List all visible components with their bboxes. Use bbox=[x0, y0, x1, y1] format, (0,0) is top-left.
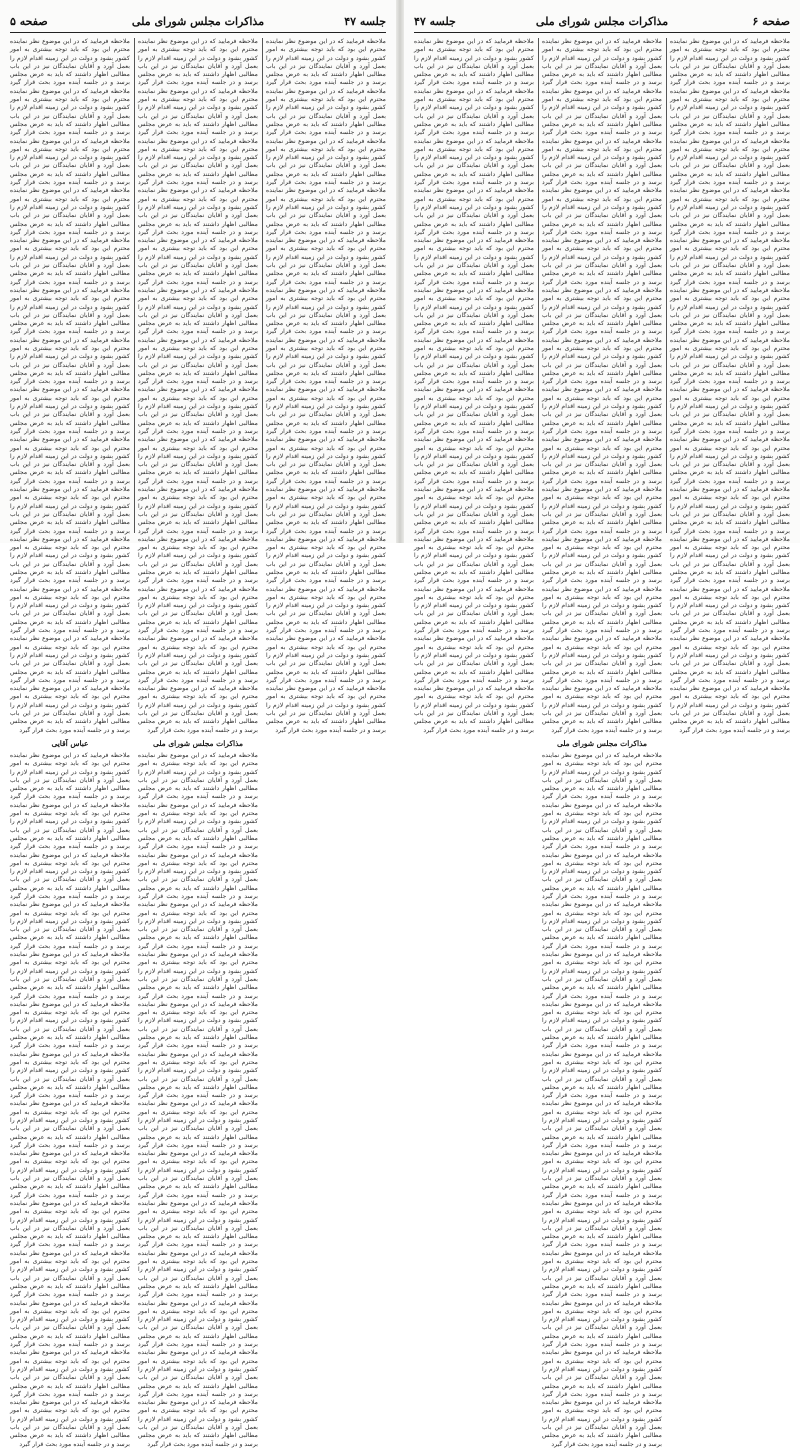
section-subheading: مذاکرات مجلس شورای ملی bbox=[152, 738, 244, 748]
text-column bbox=[138, 38, 258, 1448]
column-rule bbox=[134, 38, 135, 533]
left-page-number: صفحه ۵ bbox=[10, 15, 48, 28]
text-column bbox=[414, 38, 534, 734]
paragraph-text: ملاحظه فرمایید که در این موضوع نظر نماینده محترم این بود که باید توجه بیشتری به امور کشور بشود و دولت در این زمینه اقدام لازم را بعمل آورد و آقایان نمایندگان نیز در این باب مطالبی اظهار داشتند که باید به عرض مجلس برسد و در جلسه آینده مورد بحث قرار گیرد ملاحظه فرمایید که در این موضوع نظر نماینده محترم این بود که باید توجه بیشتری به امور کشور بشود و دولت در این زمینه اقدام لازم را بعمل آورد و آقایان نمایندگان نیز در این باب مطالبی اظهار داشتند که باید به عرض مجلس برسد و در جلسه آینده مورد بحث قرار گیرد ملاحظه فرمایید که در این موضوع نظر نماینده محترم این بود که باید توجه بیشتری به امور کشور بشود و دولت در این زمینه اقدام لازم را بعمل آورد و آقایان نمایندگان نیز در این باب مطالبی اظهار داشتند که باید به عرض مجلس برسد و در جلسه آینده مورد بحث قرار گیرد ملاحظه فرمایید که در این موضوع نظر نماینده محترم این بود که باید توجه بیشتری به امور کشور بشود و دولت در این زمینه اقدام لازم را بعمل آورد و آقایان نمایندگان نیز در این باب مطالبی اظهار داشتند که باید به عرض مجلس برسد و در جلسه آینده مورد بحث قرار گیرد ملاحظه فرمایید که در این موضوع نظر نماینده محترم این بود که باید توجه بیشتری به امور کشور بشود و دولت در این زمینه اقدام لازم را بعمل آورد و آقایان نمایندگان نیز در این باب مطالبی اظهار داشتند که باید به عرض مجلس برسد و در جلسه آینده مورد بحث قرار گیرد ملاحظه فرمایید که در این موضوع نظر نماینده محترم این بود که باید توجه بیشتری به امور کشور بشود و دولت در این زمینه اقدام لازم را بعمل آورد و آقایان نمایندگان نیز در این باب مطالبی اظهار داشتند که باید به عرض مجلس برسد و در جلسه آینده مورد بحث قرار گیرد ملاحظه فرمایید که در این موضوع نظر نماینده محترم این بود که باید توجه بیشتری به امور کشور بشود و دولت در این زمینه اقدام لازم را بعمل آورد و آقایان نمایندگان نیز در این باب مطالبی اظهار داشتند که باید به عرض مجلس برسد و در جلسه آینده مورد بحث قرار گیرد ملاحظه فرمایید که در این موضوع نظر نماینده محترم این بود که باید توجه بیشتری به امور کشور بشود و دولت در این زمینه اقدام لازم را بعمل آورد و آقایان نمایندگان نیز در این باب مطالبی اظهار داشتند که باید به عرض مجلس برسد و در جلسه آینده مورد بحث قرار گیرد ملاحظه فرمایید که در این موضوع نظر نماینده محترم این بود که باید توجه بیشتری به امور کشور بشود و دولت در این زمینه اقدام لازم را بعمل آورد و آقایان نمایندگان نیز در این باب مطالبی اظهار داشتند که باید به عرض مجلس برسد و در جلسه آینده مورد بحث قرار گیرد ملاحظه فرمایید که در این موضوع نظر نماینده محترم این بود که باید توجه بیشتری به امور کشور بشود و دولت در این زمینه اقدام لازم را بعمل آورد و آقایان نمایندگان نیز در این باب مطالبی اظهار داشتند که باید به عرض مجلس برسد و در جلسه آینده مورد بحث قرار گیرد ملاحظه فرمایید که در این موضوع نظر نماینده محترم این بود که باید توجه بیشتری به امور کشور بشود و دولت در این زمینه اقدام لازم را بعمل آورد و آقایان نمایندگان نیز در این باب مطالبی اظهار داشتند که باید به عرض مجلس برسد و در جلسه آینده مورد بحث قرار گیرد ملاحظه فرمایید که در این موضوع نظر نماینده محترم این بود که باید توجه بیشتری به امور کشور بشود و دولت در این زمینه اقدام لازم را بعمل آورد و آقایان نمایندگان نیز در این باب مطالبی اظهار داشتند که باید به عرض مجلس برسد و در جلسه آینده مورد بحث قرار گیرد ملاحظه فرمایید که در این موضوع نظر نماینده محترم این بود که باید توجه بیشتری به امور کشور بشود و دولت در این زمینه اقدام لازم را بعمل آورد و آقایان نمایندگان نیز در این باب مطالبی اظهار داشتند که باید به عرض مجلس برسد و در جلسه آینده مورد بحث قرار گیرد ملاحظه فرمایید که در این موضوع نظر نماینده محترم این بود که باید توجه بیشتری به امور کشور بشود و دولت در این زمینه اقدام لازم را بعمل آورد و آقایان نمایندگان نیز در این باب مطالبی اظهار داشتند که باید به عرض مجلس برسد و در جلسه آینده مورد بحث قرار گیرد bbox=[542, 751, 662, 1448]
right-page bbox=[404, 0, 800, 1448]
left-page bbox=[0, 0, 396, 1448]
paragraph-text: ملاحظه فرمایید که در این موضوع نظر نماینده محترم این بود که باید توجه بیشتری به امور کشور بشود و دولت در این زمینه اقدام لازم را بعمل آورد و آقایان نمایندگان نیز در این باب مطالبی اظهار داشتند که باید به عرض مجلس برسد و در جلسه آینده مورد بحث قرار گیرد ملاحظه فرمایید که در این موضوع نظر نماینده محترم این بود که باید توجه بیشتری به امور کشور بشود و دولت در این زمینه اقدام لازم را بعمل آورد و آقایان نمایندگان نیز در این باب مطالبی اظهار داشتند که باید به عرض مجلس برسد و در جلسه آینده مورد بحث قرار گیرد ملاحظه فرمایید که در این موضوع نظر نماینده محترم این بود که باید توجه بیشتری به امور کشور بشود و دولت در این زمینه اقدام لازم را بعمل آورد و آقایان نمایندگان نیز در این باب مطالبی اظهار داشتند که باید به عرض مجلس برسد و در جلسه آینده مورد بحث قرار گیرد ملاحظه فرمایید که در این موضوع نظر نماینده محترم این بود که باید توجه بیشتری به امور کشور بشود و دولت در این زمینه اقدام لازم را بعمل آورد و آقایان نمایندگان نیز در این باب مطالبی اظهار داشتند که باید به عرض مجلس برسد و در جلسه آینده مورد بحث قرار گیرد ملاحظه فرمایید که در این موضوع نظر نماینده محترم این بود که باید توجه بیشتری به امور کشور بشود و دولت در این زمینه اقدام لازم را بعمل آورد و آقایان نمایندگان نیز در این باب مطالبی اظهار داشتند که باید به عرض مجلس برسد و در جلسه آینده مورد بحث قرار گیرد ملاحظه فرمایید که در این موضوع نظر نماینده محترم این بود که باید توجه بیشتری به امور کشور بشود و دولت در این زمینه اقدام لازم را بعمل آورد و آقایان نمایندگان نیز در این باب مطالبی اظهار داشتند که باید به عرض مجلس برسد و در جلسه آینده مورد بحث قرار گیرد ملاحظه فرمایید که در این موضوع نظر نماینده محترم این بود که باید توجه بیشتری به امور کشور بشود و دولت در این زمینه اقدام لازم را بعمل آورد و آقایان نمایندگان نیز در این باب مطالبی اظهار داشتند که باید به عرض مجلس برسد و در جلسه آینده مورد بحث قرار گیرد ملاحظه فرمایید که در این موضوع نظر نماینده محترم این بود که باید توجه بیشتری به امور کشور بشود و دولت در این زمینه اقدام لازم را بعمل آورد و آقایان نمایندگان نیز در این باب مطالبی اظهار داشتند که باید به عرض مجلس برسد و در جلسه آینده مورد بحث قرار گیرد ملاحظه فرمایید که در این موضوع نظر نماینده محترم این بود که باید توجه بیشتری به امور کشور بشود و دولت در این زمینه اقدام لازم را بعمل آورد و آقایان نمایندگان نیز در این باب مطالبی اظهار داشتند که باید به عرض مجلس برسد و در جلسه آینده مورد بحث قرار گیرد ملاحظه فرمایید که در این موضوع نظر نماینده محترم این بود که باید توجه بیشتری به امور کشور بشود و دولت در این زمینه اقدام لازم را بعمل آورد و آقایان نمایندگان نیز در این باب مطالبی اظهار داشتند که باید به عرض مجلس برسد و در جلسه آینده مورد بحث قرار گیرد ملاحظه فرمایید که در این موضوع نظر نماینده محترم این بود که باید توجه بیشتری به امور کشور بشود و دولت در این زمینه اقدام لازم را بعمل آورد و آقایان نمایندگان نیز در این باب مطالبی اظهار داشتند که باید به عرض مجلس برسد و در جلسه آینده مورد بحث قرار گیرد ملاحظه فرمایید که در این موضوع نظر نماینده محترم این بود که باید توجه بیشتری به امور کشور بشود و دولت در این زمینه اقدام لازم را بعمل آورد و آقایان نمایندگان نیز در این باب مطالبی اظهار داشتند که باید به عرض مجلس برسد و در جلسه آینده مورد بحث قرار گیرد ملاحظه فرمایید که در این موضوع نظر نماینده محترم این بود که باید توجه بیشتری به امور کشور بشود و دولت در این زمینه اقدام لازم را بعمل آورد و آقایان نمایندگان نیز در این باب مطالبی اظهار داشتند که باید به عرض مجلس برسد و در جلسه آینده مورد بحث قرار گیرد ملاحظه فرمایید که در این موضوع نظر نماینده محترم این بود که باید توجه بیشتری به امور کشور بشود و دولت در این زمینه اقدام لازم را بعمل آورد و آقایان نمایندگان نیز در این باب مطالبی اظهار داشتند که باید به عرض مجلس برسد و در جلسه آینده مورد بحث قرار گیرد bbox=[542, 38, 662, 734]
left-page-issue-label: جلسه ۴۷ bbox=[344, 15, 386, 28]
binding-gutter bbox=[396, 0, 404, 543]
paragraph-text: ملاحظه فرمایید که در این موضوع نظر نماینده محترم این بود که باید توجه بیشتری به امور کشور بشود و دولت در این زمینه اقدام لازم را بعمل آورد و آقایان نمایندگان نیز در این باب مطالبی اظهار داشتند که باید به عرض مجلس برسد و در جلسه آینده مورد بحث قرار گیرد ملاحظه فرمایید که در این موضوع نظر نماینده محترم این بود که باید توجه بیشتری به امور کشور بشود و دولت در این زمینه اقدام لازم را بعمل آورد و آقایان نمایندگان نیز در این باب مطالبی اظهار داشتند که باید به عرض مجلس برسد و در جلسه آینده مورد بحث قرار گیرد ملاحظه فرمایید که در این موضوع نظر نماینده محترم این بود که باید توجه بیشتری به امور کشور بشود و دولت در این زمینه اقدام لازم را بعمل آورد و آقایان نمایندگان نیز در این باب مطالبی اظهار داشتند که باید به عرض مجلس برسد و در جلسه آینده مورد بحث قرار گیرد ملاحظه فرمایید که در این موضوع نظر نماینده محترم این بود که باید توجه بیشتری به امور کشور بشود و دولت در این زمینه اقدام لازم را بعمل آورد و آقایان نمایندگان نیز در این باب مطالبی اظهار داشتند که باید به عرض مجلس برسد و در جلسه آینده مورد بحث قرار گیرد ملاحظه فرمایید که در این موضوع نظر نماینده محترم این بود که باید توجه بیشتری به امور کشور بشود و دولت در این زمینه اقدام لازم را بعمل آورد و آقایان نمایندگان نیز در این باب مطالبی اظهار داشتند که باید به عرض مجلس برسد و در جلسه آینده مورد بحث قرار گیرد ملاحظه فرمایید که در این موضوع نظر نماینده محترم این بود که باید توجه بیشتری به امور کشور بشود و دولت در این زمینه اقدام لازم را بعمل آورد و آقایان نمایندگان نیز در این باب مطالبی اظهار داشتند که باید به عرض مجلس برسد و در جلسه آینده مورد بحث قرار گیرد ملاحظه فرمایید که در این موضوع نظر نماینده محترم این بود که باید توجه بیشتری به امور کشور بشود و دولت در این زمینه اقدام لازم را بعمل آورد و آقایان نمایندگان نیز در این باب مطالبی اظهار داشتند که باید به عرض مجلس برسد و در جلسه آینده مورد بحث قرار گیرد ملاحظه فرمایید که در این موضوع نظر نماینده محترم این بود که باید توجه بیشتری به امور کشور بشود و دولت در این زمینه اقدام لازم را بعمل آورد و آقایان نمایندگان نیز در این باب مطالبی اظهار داشتند که باید به عرض مجلس برسد و در جلسه آینده مورد بحث قرار گیرد ملاحظه فرمایید که در این موضوع نظر نماینده محترم این بود که باید توجه بیشتری به امور کشور بشود و دولت در این زمینه اقدام لازم را بعمل آورد و آقایان نمایندگان نیز در این باب مطالبی اظهار داشتند که باید به عرض مجلس برسد و در جلسه آینده مورد بحث قرار گیرد ملاحظه فرمایید که در این موضوع نظر نماینده محترم این بود که باید توجه بیشتری به امور کشور بشود و دولت در این زمینه اقدام لازم را بعمل آورد و آقایان نمایندگان نیز در این باب مطالبی اظهار داشتند که باید به عرض مجلس برسد و در جلسه آینده مورد بحث قرار گیرد ملاحظه فرمایید که در این موضوع نظر نماینده محترم این بود که باید توجه بیشتری به امور کشور بشود و دولت در این زمینه اقدام لازم را بعمل آورد و آقایان نمایندگان نیز در این باب مطالبی اظهار داشتند که باید به عرض مجلس برسد و در جلسه آینده مورد بحث قرار گیرد ملاحظه فرمایید که در این موضوع نظر نماینده محترم این بود که باید توجه بیشتری به امور کشور بشود و دولت در این زمینه اقدام لازم را بعمل آورد و آقایان نمایندگان نیز در این باب مطالبی اظهار داشتند که باید به عرض مجلس برسد و در جلسه آینده مورد بحث قرار گیرد ملاحظه فرمایید که در این موضوع نظر نماینده محترم این بود که باید توجه بیشتری به امور کشور بشود و دولت در این زمینه اقدام لازم را بعمل آورد و آقایان نمایندگان نیز در این باب مطالبی اظهار داشتند که باید به عرض مجلس برسد و در جلسه آینده مورد بحث قرار گیرد ملاحظه فرمایید که در این موضوع نظر نماینده محترم این بود که باید توجه بیشتری به امور کشور بشود و دولت در این زمینه اقدام لازم را بعمل آورد و آقایان نمایندگان نیز در این باب مطالبی اظهار داشتند که باید به عرض مجلس برسد و در جلسه آینده مورد بحث قرار گیرد bbox=[138, 38, 258, 734]
speaker-name: عباس آقایی bbox=[51, 738, 89, 748]
right-page-issue-label: جلسه ۴۷ bbox=[414, 15, 456, 28]
section-subheading: مذاکرات مجلس شورای ملی bbox=[556, 738, 648, 748]
text-column bbox=[10, 38, 130, 1448]
paragraph-text: ملاحظه فرمایید که در این موضوع نظر نماینده محترم این بود که باید توجه بیشتری به امور کشور بشود و دولت در این زمینه اقدام لازم را بعمل آورد و آقایان نمایندگان نیز در این باب مطالبی اظهار داشتند که باید به عرض مجلس برسد و در جلسه آینده مورد بحث قرار گیرد ملاحظه فرمایید که در این موضوع نظر نماینده محترم این بود که باید توجه بیشتری به امور کشور بشود و دولت در این زمینه اقدام لازم را بعمل آورد و آقایان نمایندگان نیز در این باب مطالبی اظهار داشتند که باید به عرض مجلس برسد و در جلسه آینده مورد بحث قرار گیرد ملاحظه فرمایید که در این موضوع نظر نماینده محترم این بود که باید توجه بیشتری به امور کشور بشود و دولت در این زمینه اقدام لازم را بعمل آورد و آقایان نمایندگان نیز در این باب مطالبی اظهار داشتند که باید به عرض مجلس برسد و در جلسه آینده مورد بحث قرار گیرد ملاحظه فرمایید که در این موضوع نظر نماینده محترم این بود که باید توجه بیشتری به امور کشور بشود و دولت در این زمینه اقدام لازم را بعمل آورد و آقایان نمایندگان نیز در این باب مطالبی اظهار داشتند که باید به عرض مجلس برسد و در جلسه آینده مورد بحث قرار گیرد ملاحظه فرمایید که در این موضوع نظر نماینده محترم این بود که باید توجه بیشتری به امور کشور بشود و دولت در این زمینه اقدام لازم را بعمل آورد و آقایان نمایندگان نیز در این باب مطالبی اظهار داشتند که باید به عرض مجلس برسد و در جلسه آینده مورد بحث قرار گیرد ملاحظه فرمایید که در این موضوع نظر نماینده محترم این بود که باید توجه بیشتری به امور کشور بشود و دولت در این زمینه اقدام لازم را بعمل آورد و آقایان نمایندگان نیز در این باب مطالبی اظهار داشتند که باید به عرض مجلس برسد و در جلسه آینده مورد بحث قرار گیرد ملاحظه فرمایید که در این موضوع نظر نماینده محترم این بود که باید توجه بیشتری به امور کشور بشود و دولت در این زمینه اقدام لازم را بعمل آورد و آقایان نمایندگان نیز در این باب مطالبی اظهار داشتند که باید به عرض مجلس برسد و در جلسه آینده مورد بحث قرار گیرد ملاحظه فرمایید که در این موضوع نظر نماینده محترم این بود که باید توجه بیشتری به امور کشور بشود و دولت در این زمینه اقدام لازم را بعمل آورد و آقایان نمایندگان نیز در این باب مطالبی اظهار داشتند که باید به عرض مجلس برسد و در جلسه آینده مورد بحث قرار گیرد ملاحظه فرمایید که در این موضوع نظر نماینده محترم این بود که باید توجه بیشتری به امور کشور بشود و دولت در این زمینه اقدام لازم را بعمل آورد و آقایان نمایندگان نیز در این باب مطالبی اظهار داشتند که باید به عرض مجلس برسد و در جلسه آینده مورد بحث قرار گیرد ملاحظه فرمایید که در این موضوع نظر نماینده محترم این بود که باید توجه بیشتری به امور کشور بشود و دولت در این زمینه اقدام لازم را بعمل آورد و آقایان نمایندگان نیز در این باب مطالبی اظهار داشتند که باید به عرض مجلس برسد و در جلسه آینده مورد بحث قرار گیرد ملاحظه فرمایید که در این موضوع نظر نماینده محترم این بود که باید توجه بیشتری به امور کشور بشود و دولت در این زمینه اقدام لازم را بعمل آورد و آقایان نمایندگان نیز در این باب مطالبی اظهار داشتند که باید به عرض مجلس برسد و در جلسه آینده مورد بحث قرار گیرد ملاحظه فرمایید که در این موضوع نظر نماینده محترم این بود که باید توجه بیشتری به امور کشور بشود و دولت در این زمینه اقدام لازم را بعمل آورد و آقایان نمایندگان نیز در این باب مطالبی اظهار داشتند که باید به عرض مجلس برسد و در جلسه آینده مورد بحث قرار گیرد ملاحظه فرمایید که در این موضوع نظر نماینده محترم این بود که باید توجه بیشتری به امور کشور بشود و دولت در این زمینه اقدام لازم را بعمل آورد و آقایان نمایندگان نیز در این باب مطالبی اظهار داشتند که باید به عرض مجلس برسد و در جلسه آینده مورد بحث قرار گیرد ملاحظه فرمایید که در این موضوع نظر نماینده محترم این بود که باید توجه بیشتری به امور کشور بشود و دولت در این زمینه اقدام لازم را بعمل آورد و آقایان نمایندگان نیز در این باب مطالبی اظهار داشتند که باید به عرض مجلس برسد و در جلسه آینده مورد بحث قرار گیرد bbox=[10, 751, 130, 1448]
text-column bbox=[670, 38, 790, 734]
paragraph-text: ملاحظه فرمایید که در این موضوع نظر نماینده محترم این بود که باید توجه بیشتری به امور کشور بشود و دولت در این زمینه اقدام لازم را بعمل آورد و آقایان نمایندگان نیز در این باب مطالبی اظهار داشتند که باید به عرض مجلس برسد و در جلسه آینده مورد بحث قرار گیرد ملاحظه فرمایید که در این موضوع نظر نماینده محترم این بود که باید توجه بیشتری به امور کشور بشود و دولت در این زمینه اقدام لازم را بعمل آورد و آقایان نمایندگان نیز در این باب مطالبی اظهار داشتند که باید به عرض مجلس برسد و در جلسه آینده مورد بحث قرار گیرد ملاحظه فرمایید که در این موضوع نظر نماینده محترم این بود که باید توجه بیشتری به امور کشور بشود و دولت در این زمینه اقدام لازم را بعمل آورد و آقایان نمایندگان نیز در این باب مطالبی اظهار داشتند که باید به عرض مجلس برسد و در جلسه آینده مورد بحث قرار گیرد ملاحظه فرمایید که در این موضوع نظر نماینده محترم این بود که باید توجه بیشتری به امور کشور بشود و دولت در این زمینه اقدام لازم را بعمل آورد و آقایان نمایندگان نیز در این باب مطالبی اظهار داشتند که باید به عرض مجلس برسد و در جلسه آینده مورد بحث قرار گیرد ملاحظه فرمایید که در این موضوع نظر نماینده محترم این بود که باید توجه بیشتری به امور کشور بشود و دولت در این زمینه اقدام لازم را بعمل آورد و آقایان نمایندگان نیز در این باب مطالبی اظهار داشتند که باید به عرض مجلس برسد و در جلسه آینده مورد بحث قرار گیرد ملاحظه فرمایید که در این موضوع نظر نماینده محترم این بود که باید توجه بیشتری به امور کشور بشود و دولت در این زمینه اقدام لازم را بعمل آورد و آقایان نمایندگان نیز در این باب مطالبی اظهار داشتند که باید به عرض مجلس برسد و در جلسه آینده مورد بحث قرار گیرد ملاحظه فرمایید که در این موضوع نظر نماینده محترم این بود که باید توجه بیشتری به امور کشور بشود و دولت در این زمینه اقدام لازم را بعمل آورد و آقایان نمایندگان نیز در این باب مطالبی اظهار داشتند که باید به عرض مجلس برسد و در جلسه آینده مورد بحث قرار گیرد ملاحظه فرمایید که در این موضوع نظر نماینده محترم این بود که باید توجه بیشتری به امور کشور بشود و دولت در این زمینه اقدام لازم را بعمل آورد و آقایان نمایندگان نیز در این باب مطالبی اظهار داشتند که باید به عرض مجلس برسد و در جلسه آینده مورد بحث قرار گیرد ملاحظه فرمایید که در این موضوع نظر نماینده محترم این بود که باید توجه بیشتری به امور کشور بشود و دولت در این زمینه اقدام لازم را بعمل آورد و آقایان نمایندگان نیز در این باب مطالبی اظهار داشتند که باید به عرض مجلس برسد و در جلسه آینده مورد بحث قرار گیرد ملاحظه فرمایید که در این موضوع نظر نماینده محترم این بود که باید توجه بیشتری به امور کشور بشود و دولت در این زمینه اقدام لازم را بعمل آورد و آقایان نمایندگان نیز در این باب مطالبی اظهار داشتند که باید به عرض مجلس برسد و در جلسه آینده مورد بحث قرار گیرد ملاحظه فرمایید که در این موضوع نظر نماینده محترم این بود که باید توجه بیشتری به امور کشور بشود و دولت در این زمینه اقدام لازم را بعمل آورد و آقایان نمایندگان نیز در این باب مطالبی اظهار داشتند که باید به عرض مجلس برسد و در جلسه آینده مورد بحث قرار گیرد ملاحظه فرمایید که در این موضوع نظر نماینده محترم این بود که باید توجه بیشتری به امور کشور بشود و دولت در این زمینه اقدام لازم را بعمل آورد و آقایان نمایندگان نیز در این باب مطالبی اظهار داشتند که باید به عرض مجلس برسد و در جلسه آینده مورد بحث قرار گیرد ملاحظه فرمایید که در این موضوع نظر نماینده محترم این بود که باید توجه بیشتری به امور کشور بشود و دولت در این زمینه اقدام لازم را بعمل آورد و آقایان نمایندگان نیز در این باب مطالبی اظهار داشتند که باید به عرض مجلس برسد و در جلسه آینده مورد بحث قرار گیرد ملاحظه فرمایید که در این موضوع نظر نماینده محترم این بود که باید توجه بیشتری به امور کشور بشود و دولت در این زمینه اقدام لازم را بعمل آورد و آقایان نمایندگان نیز در این باب مطالبی اظهار داشتند که باید به عرض مجلس برسد و در جلسه آینده مورد بحث قرار گیرد bbox=[266, 38, 386, 734]
left-page-columns bbox=[10, 38, 386, 1448]
right-page-header bbox=[414, 14, 790, 33]
column-rule bbox=[538, 38, 539, 533]
right-page-number: صفحه ۶ bbox=[752, 15, 790, 28]
column-rule bbox=[666, 38, 667, 533]
left-page-journal-title: مذاکرات مجلس شورای ملی bbox=[131, 15, 265, 28]
text-column bbox=[266, 38, 386, 734]
right-page-columns bbox=[414, 38, 790, 1448]
right-page-journal-title: مذاکرات مجلس شورای ملی bbox=[535, 15, 669, 28]
column-rule bbox=[262, 38, 263, 533]
paragraph-text: ملاحظه فرمایید که در این موضوع نظر نماینده محترم این بود که باید توجه بیشتری به امور کشور بشود و دولت در این زمینه اقدام لازم را بعمل آورد و آقایان نمایندگان نیز در این باب مطالبی اظهار داشتند که باید به عرض مجلس برسد و در جلسه آینده مورد بحث قرار گیرد ملاحظه فرمایید که در این موضوع نظر نماینده محترم این بود که باید توجه بیشتری به امور کشور بشود و دولت در این زمینه اقدام لازم را بعمل آورد و آقایان نمایندگان نیز در این باب مطالبی اظهار داشتند که باید به عرض مجلس برسد و در جلسه آینده مورد بحث قرار گیرد ملاحظه فرمایید که در این موضوع نظر نماینده محترم این بود که باید توجه بیشتری به امور کشور بشود و دولت در این زمینه اقدام لازم را بعمل آورد و آقایان نمایندگان نیز در این باب مطالبی اظهار داشتند که باید به عرض مجلس برسد و در جلسه آینده مورد بحث قرار گیرد ملاحظه فرمایید که در این موضوع نظر نماینده محترم این بود که باید توجه بیشتری به امور کشور بشود و دولت در این زمینه اقدام لازم را بعمل آورد و آقایان نمایندگان نیز در این باب مطالبی اظهار داشتند که باید به عرض مجلس برسد و در جلسه آینده مورد بحث قرار گیرد ملاحظه فرمایید که در این موضوع نظر نماینده محترم این بود که باید توجه بیشتری به امور کشور بشود و دولت در این زمینه اقدام لازم را بعمل آورد و آقایان نمایندگان نیز در این باب مطالبی اظهار داشتند که باید به عرض مجلس برسد و در جلسه آینده مورد بحث قرار گیرد ملاحظه فرمایید که در این موضوع نظر نماینده محترم این بود که باید توجه بیشتری به امور کشور بشود و دولت در این زمینه اقدام لازم را بعمل آورد و آقایان نمایندگان نیز در این باب مطالبی اظهار داشتند که باید به عرض مجلس برسد و در جلسه آینده مورد بحث قرار گیرد ملاحظه فرمایید که در این موضوع نظر نماینده محترم این بود که باید توجه بیشتری به امور کشور بشود و دولت در این زمینه اقدام لازم را بعمل آورد و آقایان نمایندگان نیز در این باب مطالبی اظهار داشتند که باید به عرض مجلس برسد و در جلسه آینده مورد بحث قرار گیرد ملاحظه فرمایید که در این موضوع نظر نماینده محترم این بود که باید توجه بیشتری به امور کشور بشود و دولت در این زمینه اقدام لازم را بعمل آورد و آقایان نمایندگان نیز در این باب مطالبی اظهار داشتند که باید به عرض مجلس برسد و در جلسه آینده مورد بحث قرار گیرد ملاحظه فرمایید که در این موضوع نظر نماینده محترم این بود که باید توجه بیشتری به امور کشور بشود و دولت در این زمینه اقدام لازم را بعمل آورد و آقایان نمایندگان نیز در این باب مطالبی اظهار داشتند که باید به عرض مجلس برسد و در جلسه آینده مورد بحث قرار گیرد ملاحظه فرمایید که در این موضوع نظر نماینده محترم این بود که باید توجه بیشتری به امور کشور بشود و دولت در این زمینه اقدام لازم را بعمل آورد و آقایان نمایندگان نیز در این باب مطالبی اظهار داشتند که باید به عرض مجلس برسد و در جلسه آینده مورد بحث قرار گیرد ملاحظه فرمایید که در این موضوع نظر نماینده محترم این بود که باید توجه بیشتری به امور کشور بشود و دولت در این زمینه اقدام لازم را بعمل آورد و آقایان نمایندگان نیز در این باب مطالبی اظهار داشتند که باید به عرض مجلس برسد و در جلسه آینده مورد بحث قرار گیرد ملاحظه فرمایید که در این موضوع نظر نماینده محترم این بود که باید توجه بیشتری به امور کشور بشود و دولت در این زمینه اقدام لازم را بعمل آورد و آقایان نمایندگان نیز در این باب مطالبی اظهار داشتند که باید به عرض مجلس برسد و در جلسه آینده مورد بحث قرار گیرد ملاحظه فرمایید که در این موضوع نظر نماینده محترم این بود که باید توجه بیشتری به امور کشور بشود و دولت در این زمینه اقدام لازم را بعمل آورد و آقایان نمایندگان نیز در این باب مطالبی اظهار داشتند که باید به عرض مجلس برسد و در جلسه آینده مورد بحث قرار گیرد ملاحظه فرمایید که در این موضوع نظر نماینده محترم این بود که باید توجه بیشتری به امور کشور بشود و دولت در این زمینه اقدام لازم را بعمل آورد و آقایان نمایندگان نیز در این باب مطالبی اظهار داشتند که باید به عرض مجلس برسد و در جلسه آینده مورد بحث قرار گیرد bbox=[670, 38, 790, 734]
paragraph-text: ملاحظه فرمایید که در این موضوع نظر نماینده محترم این بود که باید توجه بیشتری به امور کشور بشود و دولت در این زمینه اقدام لازم را بعمل آورد و آقایان نمایندگان نیز در این باب مطالبی اظهار داشتند که باید به عرض مجلس برسد و در جلسه آینده مورد بحث قرار گیرد ملاحظه فرمایید که در این موضوع نظر نماینده محترم این بود که باید توجه بیشتری به امور کشور بشود و دولت در این زمینه اقدام لازم را بعمل آورد و آقایان نمایندگان نیز در این باب مطالبی اظهار داشتند که باید به عرض مجلس برسد و در جلسه آینده مورد بحث قرار گیرد ملاحظه فرمایید که در این موضوع نظر نماینده محترم این بود که باید توجه بیشتری به امور کشور بشود و دولت در این زمینه اقدام لازم را بعمل آورد و آقایان نمایندگان نیز در این باب مطالبی اظهار داشتند که باید به عرض مجلس برسد و در جلسه آینده مورد بحث قرار گیرد ملاحظه فرمایید که در این موضوع نظر نماینده محترم این بود که باید توجه بیشتری به امور کشور بشود و دولت در این زمینه اقدام لازم را بعمل آورد و آقایان نمایندگان نیز در این باب مطالبی اظهار داشتند که باید به عرض مجلس برسد و در جلسه آینده مورد بحث قرار گیرد ملاحظه فرمایید که در این موضوع نظر نماینده محترم این بود که باید توجه بیشتری به امور کشور بشود و دولت در این زمینه اقدام لازم را بعمل آورد و آقایان نمایندگان نیز در این باب مطالبی اظهار داشتند که باید به عرض مجلس برسد و در جلسه آینده مورد بحث قرار گیرد ملاحظه فرمایید که در این موضوع نظر نماینده محترم این بود که باید توجه بیشتری به امور کشور بشود و دولت در این زمینه اقدام لازم را بعمل آورد و آقایان نمایندگان نیز در این باب مطالبی اظهار داشتند که باید به عرض مجلس برسد و در جلسه آینده مورد بحث قرار گیرد ملاحظه فرمایید که در این موضوع نظر نماینده محترم این بود که باید توجه بیشتری به امور کشور بشود و دولت در این زمینه اقدام لازم را بعمل آورد و آقایان نمایندگان نیز در این باب مطالبی اظهار داشتند که باید به عرض مجلس برسد و در جلسه آینده مورد بحث قرار گیرد ملاحظه فرمایید که در این موضوع نظر نماینده محترم این بود که باید توجه بیشتری به امور کشور بشود و دولت در این زمینه اقدام لازم را بعمل آورد و آقایان نمایندگان نیز در این باب مطالبی اظهار داشتند که باید به عرض مجلس برسد و در جلسه آینده مورد بحث قرار گیرد ملاحظه فرمایید که در این موضوع نظر نماینده محترم این بود که باید توجه بیشتری به امور کشور بشود و دولت در این زمینه اقدام لازم را بعمل آورد و آقایان نمایندگان نیز در این باب مطالبی اظهار داشتند که باید به عرض مجلس برسد و در جلسه آینده مورد بحث قرار گیرد ملاحظه فرمایید که در این موضوع نظر نماینده محترم این بود که باید توجه بیشتری به امور کشور بشود و دولت در این زمینه اقدام لازم را بعمل آورد و آقایان نمایندگان نیز در این باب مطالبی اظهار داشتند که باید به عرض مجلس برسد و در جلسه آینده مورد بحث قرار گیرد ملاحظه فرمایید که در این موضوع نظر نماینده محترم این بود که باید توجه بیشتری به امور کشور بشود و دولت در این زمینه اقدام لازم را بعمل آورد و آقایان نمایندگان نیز در این باب مطالبی اظهار داشتند که باید به عرض مجلس برسد و در جلسه آینده مورد بحث قرار گیرد ملاحظه فرمایید که در این موضوع نظر نماینده محترم این بود که باید توجه بیشتری به امور کشور بشود و دولت در این زمینه اقدام لازم را بعمل آورد و آقایان نمایندگان نیز در این باب مطالبی اظهار داشتند که باید به عرض مجلس برسد و در جلسه آینده مورد بحث قرار گیرد ملاحظه فرمایید که در این موضوع نظر نماینده محترم این بود که باید توجه بیشتری به امور کشور بشود و دولت در این زمینه اقدام لازم را بعمل آورد و آقایان نمایندگان نیز در این باب مطالبی اظهار داشتند که باید به عرض مجلس برسد و در جلسه آینده مورد بحث قرار گیرد ملاحظه فرمایید که در این موضوع نظر نماینده محترم این بود که باید توجه بیشتری به امور کشور بشود و دولت در این زمینه اقدام لازم را بعمل آورد و آقایان نمایندگان نیز در این باب مطالبی اظهار داشتند که باید به عرض مجلس برسد و در جلسه آینده مورد بحث قرار گیرد bbox=[138, 751, 258, 1448]
paragraph-text: ملاحظه فرمایید که در این موضوع نظر نماینده محترم این بود که باید توجه بیشتری به امور کشور بشود و دولت در این زمینه اقدام لازم را بعمل آورد و آقایان نمایندگان نیز در این باب مطالبی اظهار داشتند که باید به عرض مجلس برسد و در جلسه آینده مورد بحث قرار گیرد ملاحظه فرمایید که در این موضوع نظر نماینده محترم این بود که باید توجه بیشتری به امور کشور بشود و دولت در این زمینه اقدام لازم را بعمل آورد و آقایان نمایندگان نیز در این باب مطالبی اظهار داشتند که باید به عرض مجلس برسد و در جلسه آینده مورد بحث قرار گیرد ملاحظه فرمایید که در این موضوع نظر نماینده محترم این بود که باید توجه بیشتری به امور کشور بشود و دولت در این زمینه اقدام لازم را بعمل آورد و آقایان نمایندگان نیز در این باب مطالبی اظهار داشتند که باید به عرض مجلس برسد و در جلسه آینده مورد بحث قرار گیرد ملاحظه فرمایید که در این موضوع نظر نماینده محترم این بود که باید توجه بیشتری به امور کشور بشود و دولت در این زمینه اقدام لازم را بعمل آورد و آقایان نمایندگان نیز در این باب مطالبی اظهار داشتند که باید به عرض مجلس برسد و در جلسه آینده مورد بحث قرار گیرد ملاحظه فرمایید که در این موضوع نظر نماینده محترم این بود که باید توجه بیشتری به امور کشور بشود و دولت در این زمینه اقدام لازم را بعمل آورد و آقایان نمایندگان نیز در این باب مطالبی اظهار داشتند که باید به عرض مجلس برسد و در جلسه آینده مورد بحث قرار گیرد ملاحظه فرمایید که در این موضوع نظر نماینده محترم این بود که باید توجه بیشتری به امور کشور بشود و دولت در این زمینه اقدام لازم را بعمل آورد و آقایان نمایندگان نیز در این باب مطالبی اظهار داشتند که باید به عرض مجلس برسد و در جلسه آینده مورد بحث قرار گیرد ملاحظه فرمایید که در این موضوع نظر نماینده محترم این بود که باید توجه بیشتری به امور کشور بشود و دولت در این زمینه اقدام لازم را بعمل آورد و آقایان نمایندگان نیز در این باب مطالبی اظهار داشتند که باید به عرض مجلس برسد و در جلسه آینده مورد بحث قرار گیرد ملاحظه فرمایید که در این موضوع نظر نماینده محترم این بود که باید توجه بیشتری به امور کشور بشود و دولت در این زمینه اقدام لازم را بعمل آورد و آقایان نمایندگان نیز در این باب مطالبی اظهار داشتند که باید به عرض مجلس برسد و در جلسه آینده مورد بحث قرار گیرد ملاحظه فرمایید که در این موضوع نظر نماینده محترم این بود که باید توجه بیشتری به امور کشور بشود و دولت در این زمینه اقدام لازم را بعمل آورد و آقایان نمایندگان نیز در این باب مطالبی اظهار داشتند که باید به عرض مجلس برسد و در جلسه آینده مورد بحث قرار گیرد ملاحظه فرمایید که در این موضوع نظر نماینده محترم این بود که باید توجه بیشتری به امور کشور بشود و دولت در این زمینه اقدام لازم را بعمل آورد و آقایان نمایندگان نیز در این باب مطالبی اظهار داشتند که باید به عرض مجلس برسد و در جلسه آینده مورد بحث قرار گیرد ملاحظه فرمایید که در این موضوع نظر نماینده محترم این بود که باید توجه بیشتری به امور کشور بشود و دولت در این زمینه اقدام لازم را بعمل آورد و آقایان نمایندگان نیز در این باب مطالبی اظهار داشتند که باید به عرض مجلس برسد و در جلسه آینده مورد بحث قرار گیرد ملاحظه فرمایید که در این موضوع نظر نماینده محترم این بود که باید توجه بیشتری به امور کشور بشود و دولت در این زمینه اقدام لازم را بعمل آورد و آقایان نمایندگان نیز در این باب مطالبی اظهار داشتند که باید به عرض مجلس برسد و در جلسه آینده مورد بحث قرار گیرد ملاحظه فرمایید که در این موضوع نظر نماینده محترم این بود که باید توجه بیشتری به امور کشور بشود و دولت در این زمینه اقدام لازم را بعمل آورد و آقایان نمایندگان نیز در این باب مطالبی اظهار داشتند که باید به عرض مجلس برسد و در جلسه آینده مورد بحث قرار گیرد ملاحظه فرمایید که در این موضوع نظر نماینده محترم این بود که باید توجه بیشتری به امور کشور بشود و دولت در این زمینه اقدام لازم را بعمل آورد و آقایان نمایندگان نیز در این باب مطالبی اظهار داشتند که باید به عرض مجلس برسد و در جلسه آینده مورد بحث قرار گیرد bbox=[10, 38, 130, 734]
left-page-header bbox=[10, 14, 386, 33]
text-column bbox=[542, 38, 662, 1448]
paragraph-text: ملاحظه فرمایید که در این موضوع نظر نماینده محترم این بود که باید توجه بیشتری به امور کشور بشود و دولت در این زمینه اقدام لازم را بعمل آورد و آقایان نمایندگان نیز در این باب مطالبی اظهار داشتند که باید به عرض مجلس برسد و در جلسه آینده مورد بحث قرار گیرد ملاحظه فرمایید که در این موضوع نظر نماینده محترم این بود که باید توجه بیشتری به امور کشور بشود و دولت در این زمینه اقدام لازم را بعمل آورد و آقایان نمایندگان نیز در این باب مطالبی اظهار داشتند که باید به عرض مجلس برسد و در جلسه آینده مورد بحث قرار گیرد ملاحظه فرمایید که در این موضوع نظر نماینده محترم این بود که باید توجه بیشتری به امور کشور بشود و دولت در این زمینه اقدام لازم را بعمل آورد و آقایان نمایندگان نیز در این باب مطالبی اظهار داشتند که باید به عرض مجلس برسد و در جلسه آینده مورد بحث قرار گیرد ملاحظه فرمایید که در این موضوع نظر نماینده محترم این بود که باید توجه بیشتری به امور کشور بشود و دولت در این زمینه اقدام لازم را بعمل آورد و آقایان نمایندگان نیز در این باب مطالبی اظهار داشتند که باید به عرض مجلس برسد و در جلسه آینده مورد بحث قرار گیرد ملاحظه فرمایید که در این موضوع نظر نماینده محترم این بود که باید توجه بیشتری به امور کشور بشود و دولت در این زمینه اقدام لازم را بعمل آورد و آقایان نمایندگان نیز در این باب مطالبی اظهار داشتند که باید به عرض مجلس برسد و در جلسه آینده مورد بحث قرار گیرد ملاحظه فرمایید که در این موضوع نظر نماینده محترم این بود که باید توجه بیشتری به امور کشور بشود و دولت در این زمینه اقدام لازم را بعمل آورد و آقایان نمایندگان نیز در این باب مطالبی اظهار داشتند که باید به عرض مجلس برسد و در جلسه آینده مورد بحث قرار گیرد ملاحظه فرمایید که در این موضوع نظر نماینده محترم این بود که باید توجه بیشتری به امور کشور بشود و دولت در این زمینه اقدام لازم را بعمل آورد و آقایان نمایندگان نیز در این باب مطالبی اظهار داشتند که باید به عرض مجلس برسد و در جلسه آینده مورد بحث قرار گیرد ملاحظه فرمایید که در این موضوع نظر نماینده محترم این بود که باید توجه بیشتری به امور کشور بشود و دولت در این زمینه اقدام لازم را بعمل آورد و آقایان نمایندگان نیز در این باب مطالبی اظهار داشتند که باید به عرض مجلس برسد و در جلسه آینده مورد بحث قرار گیرد ملاحظه فرمایید که در این موضوع نظر نماینده محترم این بود که باید توجه بیشتری به امور کشور بشود و دولت در این زمینه اقدام لازم را بعمل آورد و آقایان نمایندگان نیز در این باب مطالبی اظهار داشتند که باید به عرض مجلس برسد و در جلسه آینده مورد بحث قرار گیرد ملاحظه فرمایید که در این موضوع نظر نماینده محترم این بود که باید توجه بیشتری به امور کشور بشود و دولت در این زمینه اقدام لازم را بعمل آورد و آقایان نمایندگان نیز در این باب مطالبی اظهار داشتند که باید به عرض مجلس برسد و در جلسه آینده مورد بحث قرار گیرد ملاحظه فرمایید که در این موضوع نظر نماینده محترم این بود که باید توجه بیشتری به امور کشور بشود و دولت در این زمینه اقدام لازم را بعمل آورد و آقایان نمایندگان نیز در این باب مطالبی اظهار داشتند که باید به عرض مجلس برسد و در جلسه آینده مورد بحث قرار گیرد ملاحظه فرمایید که در این موضوع نظر نماینده محترم این بود که باید توجه بیشتری به امور کشور بشود و دولت در این زمینه اقدام لازم را بعمل آورد و آقایان نمایندگان نیز در این باب مطالبی اظهار داشتند که باید به عرض مجلس برسد و در جلسه آینده مورد بحث قرار گیرد ملاحظه فرمایید که در این موضوع نظر نماینده محترم این بود که باید توجه بیشتری به امور کشور بشود و دولت در این زمینه اقدام لازم را بعمل آورد و آقایان نمایندگان نیز در این باب مطالبی اظهار داشتند که باید به عرض مجلس برسد و در جلسه آینده مورد بحث قرار گیرد ملاحظه فرمایید که در این موضوع نظر نماینده محترم این بود که باید توجه بیشتری به امور کشور بشود و دولت در این زمینه اقدام لازم را بعمل آورد و آقایان نمایندگان نیز در این باب مطالبی اظهار داشتند که باید به عرض مجلس برسد و در جلسه آینده مورد بحث قرار گیرد bbox=[414, 38, 534, 734]
